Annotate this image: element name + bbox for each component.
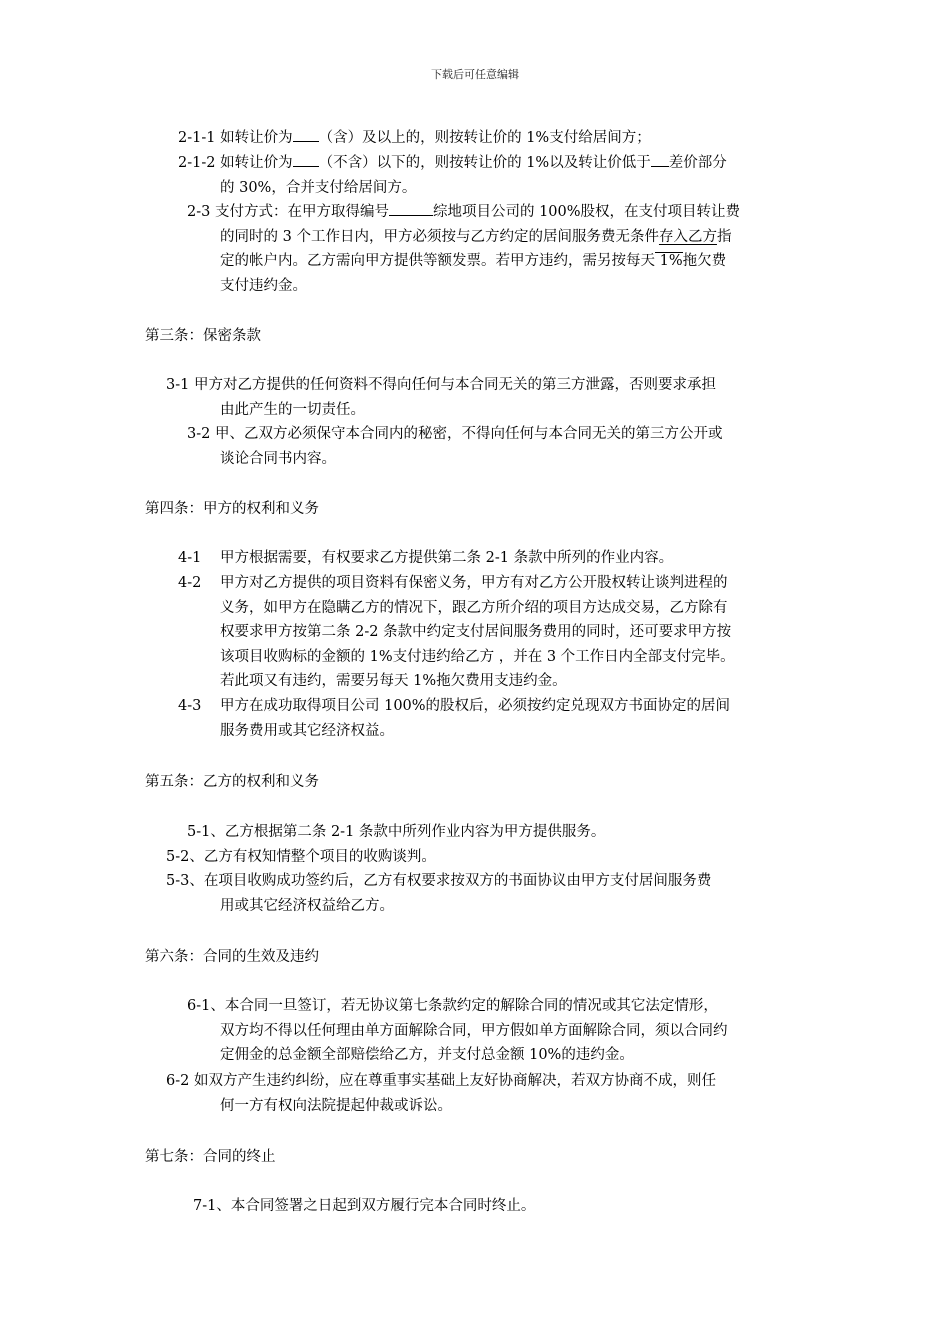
clause-5-1: 5-1、乙方根据第二条 2-1 条款中所列作业内容为甲方提供服务。 bbox=[187, 824, 606, 840]
blank-line bbox=[293, 149, 319, 167]
clause-6-2: 6-2 如双方产生违约纠纷，应在尊重事实基础上友好协商解决，若双方协商不成，则任 何一方有权向法院提起仲裁或诉讼。 bbox=[166, 1073, 716, 1114]
clause-4-1: 4-1 甲方根据需要，有权要求乙方提供第二条 2-1 条款中所列的作业内容。 bbox=[178, 550, 674, 566]
clause-2-1-2: 2-1-2 如转让价为 （不含）以下的，则按转让价的 1%以及转让价低于 差价部分 的 30%，合并支付给居间方。 bbox=[178, 149, 727, 200]
clause-5-2: 5-2、乙方有权知情整个项目的收购谈判。 bbox=[166, 849, 436, 865]
clause-2-3: 2-3 支付方式：在甲方取得编号 综地项目公司的 100%股权，在支付项目转让费 的同时的 3 个工作日内，甲方必须按与乙方约定的居间服务费无条件存入乙方指 定的帐户内。乙方需向甲方提供等额发票。若甲方违约，需另按每天 1%拖欠费 支付违约金。 bbox=[187, 198, 740, 298]
page-header: 下载后可任意编辑 bbox=[431, 68, 519, 81]
section-4-title: 第四条：甲方的权利和义务 bbox=[145, 501, 319, 517]
clause-4-2: 4-2 甲方对乙方提供的项目资料有保密义务，甲方有对乙方公开股权转让谈判进程的 义务，如甲方在隐瞒乙方的情况下，跟乙方所介绍的项目方达成交易，乙方除有 权要求甲方按第二条 2-2 条款中约定支付居间服务费用的同时，还可要求甲方按 该项目收购标的金额的 1%支付违约给乙方 ，并在 3 个工作日内全部支付完毕。 若此项又有违约，需要另每天 1%拖欠费用支违约金。 bbox=[178, 575, 735, 689]
clause-6-1: 6-1、本合同一旦签订，若无协议第七条款约定的解除合同的情况或其它法定情形， 双方均不得以任何理由单方面解除合同，甲方假如单方面解除合同，须以合同约 定佣金的总金额全部赔偿给乙方，并支付总金额 10%的违约金。 bbox=[187, 998, 728, 1063]
section-7-title: 第七条：合同的终止 bbox=[145, 1149, 276, 1165]
clause-2-1-1: 2-1-1 如转让价为 （含）及以上的，则按转让价的 1%支付给居间方； bbox=[178, 124, 651, 151]
blank-line bbox=[293, 124, 319, 142]
clause-3-2: 3-2 甲、乙双方必须保守本合同内的秘密，不得向任何与本合同无关的第三方公开或 谈论合同书内容。 bbox=[187, 426, 723, 467]
blank-line bbox=[389, 198, 433, 216]
clause-5-3: 5-3、在项目收购成功签约后，乙方有权要求按双方的书面协议由甲方支付居间服务费 用或其它经济权益给乙方。 bbox=[166, 873, 712, 914]
clause-3-1: 3-1 甲方对乙方提供的任何资料不得向任何与本合同无关的第三方泄露，否则要求承担 由此产生的一切责任。 bbox=[166, 377, 716, 418]
section-6-title: 第六条：合同的生效及违约 bbox=[145, 949, 319, 965]
clause-7-1: 7-1、本合同签署之日起到双方履行完本合同时终止。 bbox=[193, 1198, 536, 1214]
blank-line bbox=[651, 149, 669, 167]
clause-4-3: 4-3 甲方在成功取得项目公司 100%的股权后，必须按约定兑现双方书面协定的居间 服务费用或其它经济权益。 bbox=[178, 698, 731, 739]
section-5-title: 第五条：乙方的权利和义务 bbox=[145, 774, 319, 790]
section-3-title: 第三条：保密条款 bbox=[145, 328, 261, 344]
